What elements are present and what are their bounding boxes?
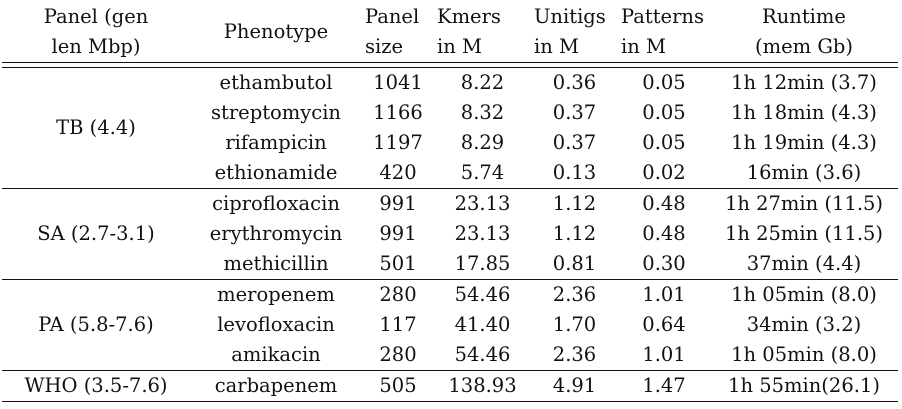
kmers-cell: 8.29 xyxy=(460,131,505,154)
phenotype-cell: levofloxacin xyxy=(217,313,335,336)
runtime-cell: 1h 19min (4.3) xyxy=(731,131,877,154)
kmers-cell: 54.46 xyxy=(454,283,511,306)
header-runtime-line2: (mem Gb) xyxy=(710,32,898,63)
header-unitigs-line1: Unitigs xyxy=(534,5,606,28)
table-row xyxy=(2,280,898,311)
size-cell: 991 xyxy=(379,192,417,215)
patterns-cell: 0.48 xyxy=(642,222,686,245)
table-row xyxy=(2,189,898,220)
table-header xyxy=(2,2,898,68)
patterns-cell: 0.30 xyxy=(618,249,710,280)
kmers-cell: 41.40 xyxy=(454,313,511,336)
size-cell: 991 xyxy=(379,222,417,245)
runtime-cell: 1h 25min (11.5) xyxy=(724,222,884,245)
patterns-cell: 1.47 xyxy=(618,371,710,402)
patterns-cell: 1.01 xyxy=(618,340,710,371)
kmers-cell: 8.32 xyxy=(460,101,505,124)
unitigs-cell: 0.37 xyxy=(552,101,597,124)
header-patterns-line1: Patterns xyxy=(621,5,704,28)
panel-cell-pa: PA (5.8-7.6) xyxy=(2,280,190,371)
table-body xyxy=(2,68,898,402)
patterns-cell: 1.01 xyxy=(642,283,686,306)
size-cell: 420 xyxy=(362,158,434,189)
phenotype-cell: carbapenem xyxy=(190,371,362,402)
kmers-cell: 54.46 xyxy=(434,340,531,371)
header-phenotype: Phenotype xyxy=(190,2,362,63)
table-row xyxy=(2,371,898,402)
results-table xyxy=(2,2,898,402)
header-unitigs-line2: in M xyxy=(531,32,618,63)
runtime-cell: 37min (4.4) xyxy=(710,249,898,280)
header-kmers-line1: Kmers xyxy=(437,5,501,28)
runtime-cell: 1h 55min(26.1) xyxy=(710,371,898,402)
runtime-cell: 1h 12min (3.7) xyxy=(731,71,877,94)
panel-cell-sa: SA (2.7-3.1) xyxy=(2,189,190,280)
runtime-cell: 1h 18min (4.3) xyxy=(731,101,877,124)
patterns-cell: 0.05 xyxy=(642,101,686,124)
unitigs-cell: 2.36 xyxy=(531,340,618,371)
runtime-cell: 1h 05min (8.0) xyxy=(731,283,877,306)
phenotype-cell: meropenem xyxy=(217,283,335,306)
unitigs-cell: 1.12 xyxy=(552,222,597,245)
phenotype-cell: ciprofloxacin xyxy=(212,192,340,215)
size-cell: 1166 xyxy=(373,101,423,124)
phenotype-cell: amikacin xyxy=(190,340,362,371)
header-panel-line2: len Mbp) xyxy=(2,32,190,63)
patterns-cell: 0.05 xyxy=(642,131,686,154)
patterns-cell: 0.02 xyxy=(618,158,710,189)
unitigs-cell: 0.37 xyxy=(552,131,597,154)
header-patterns-line2: in M xyxy=(618,32,710,63)
size-cell: 505 xyxy=(362,371,434,402)
header-runtime-line1: Runtime xyxy=(762,5,846,28)
kmers-cell: 8.22 xyxy=(460,71,505,94)
size-cell: 117 xyxy=(379,313,417,336)
header-panel-line1: Panel (gen xyxy=(43,5,149,28)
phenotype-cell: rifampicin xyxy=(225,131,327,154)
table-row xyxy=(2,68,898,99)
unitigs-cell: 0.36 xyxy=(552,71,597,94)
header-size-line1: Panel xyxy=(365,5,420,28)
phenotype-cell: erythromycin xyxy=(209,222,343,245)
unitigs-cell: 1.70 xyxy=(552,313,597,336)
runtime-cell: 1h 27min (11.5) xyxy=(724,192,884,215)
runtime-cell: 1h 05min (8.0) xyxy=(710,340,898,371)
kmers-cell: 5.74 xyxy=(434,158,531,189)
size-cell: 501 xyxy=(362,249,434,280)
kmers-cell: 17.85 xyxy=(434,249,531,280)
unitigs-cell: 4.91 xyxy=(531,371,618,402)
kmers-cell: 23.13 xyxy=(454,192,511,215)
unitigs-cell: 0.81 xyxy=(531,249,618,280)
runtime-cell: 34min (3.2) xyxy=(746,313,862,336)
phenotype-cell: methicillin xyxy=(190,249,362,280)
patterns-cell: 0.48 xyxy=(642,192,686,215)
unitigs-cell: 2.36 xyxy=(552,283,597,306)
size-cell: 280 xyxy=(379,283,417,306)
panel-cell-tb: TB (4.4) xyxy=(2,68,190,189)
patterns-cell: 0.05 xyxy=(642,71,686,94)
unitigs-cell: 1.12 xyxy=(552,192,597,215)
size-cell: 1041 xyxy=(373,71,423,94)
unitigs-cell: 0.13 xyxy=(531,158,618,189)
panel-cell-who: WHO (3.5-7.6) xyxy=(2,371,190,402)
kmers-cell: 23.13 xyxy=(454,222,511,245)
phenotype-cell: ethionamide xyxy=(190,158,362,189)
patterns-cell: 0.64 xyxy=(642,313,686,336)
phenotype-cell: streptomycin xyxy=(211,101,341,124)
header-size-line2: size xyxy=(362,32,434,63)
phenotype-cell: ethambutol xyxy=(219,71,333,94)
size-cell: 1197 xyxy=(373,131,423,154)
runtime-cell: 16min (3.6) xyxy=(710,158,898,189)
kmers-cell: 138.93 xyxy=(434,371,531,402)
header-kmers-line2: in M xyxy=(434,32,531,63)
size-cell: 280 xyxy=(362,340,434,371)
